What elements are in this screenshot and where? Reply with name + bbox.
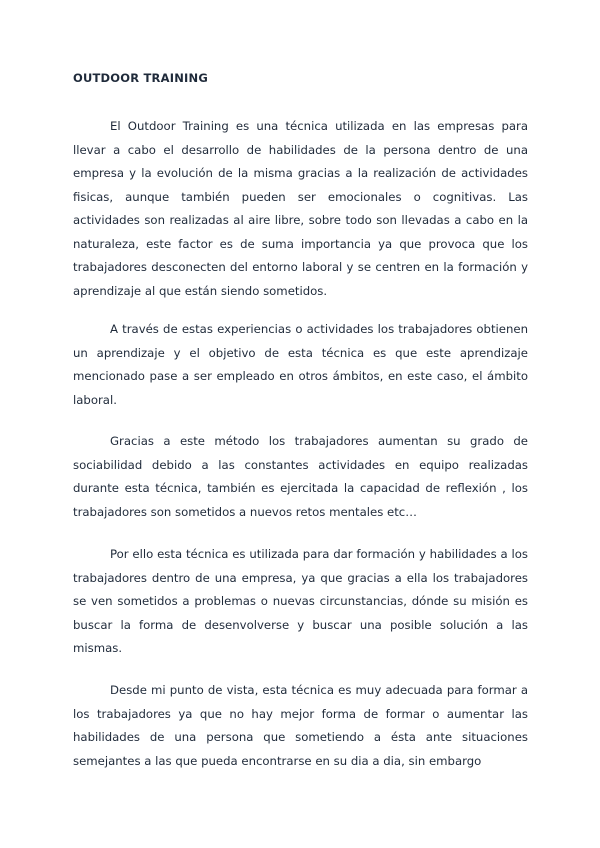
paragraph-3: Gracias a este método los trabajadores aumentan su grado de sociabilidad debido a las constantes actividades en equipo realizadas durante esta técnica, también es ejercitada la capacidad de reflexión , los trabajadores son sometidos a nuevos retos mentales etc… [73,434,528,519]
document-title: OUTDOOR TRAINING [73,71,208,85]
paragraph-1: El Outdoor Training es una técnica utilizada en las empresas para llevar a cabo el desarrollo de habilidades de la persona dentro de una empresa y la evolución de la misma gracias a la realización de actividades fisicas, aunque también pueden ser emocionales o cognitivas. Las actividades son realizadas al aire libre, sobre todo son llevadas a cabo en la naturaleza, este factor es de suma importancia ya que provoca que los trabajadores desconecten del entorno laboral y se centren en la formación y aprendizaje al que están siendo sometidos. [73,119,528,298]
paragraph-4: Por ello esta técnica es utilizada para dar formación y habilidades a los trabajadores dentro de una empresa, ya que gracias a ella los trabajadores se ven sometidos a problemas o nuevas circunstancias, dónde su misión es buscar la forma de desenvolverse y buscar una posible solución a las mismas. [73,547,528,655]
paragraph-5: Desde mi punto de vista, esta técnica es muy adecuada para formar a los trabajadores ya que no hay mejor forma de formar o aumentar las habilidades de una persona que sometiendo a ésta ante situaciones semejantes a las que pueda encontrarse en su dia a dia, sin embargo [73,683,528,768]
paragraph-2: A través de estas experiencias o actividades los trabajadores obtienen un aprendizaje y el objetivo de esta técnica es que este aprendizaje mencionado pase a ser empleado en otros ámbitos, en este caso, el ámbito laboral. [73,322,528,407]
